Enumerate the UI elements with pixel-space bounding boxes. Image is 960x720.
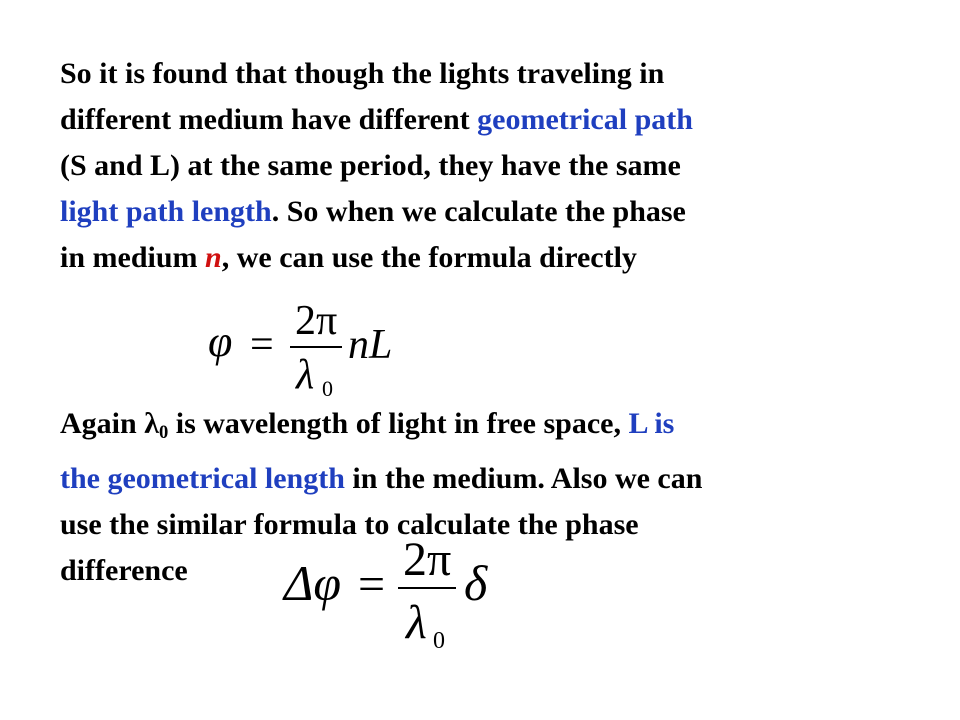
highlight-l-is: L is [628, 407, 675, 440]
text-run: in the medium. Also we can [344, 462, 703, 496]
lambda-subscript: 0 [158, 422, 169, 444]
paragraph-intro [60, 51, 940, 281]
highlight-geometrical-path: geometrical path [477, 103, 693, 136]
text-line: (S and L) at the same period, they have the same [60, 149, 681, 182]
formula-phase-difference [278, 530, 518, 660]
text-run: Again [60, 407, 145, 440]
text-run: . So when we calculate the phase [271, 195, 686, 228]
formula-numerator: 2π [295, 298, 338, 344]
text-line: use the similar formula to calculate the phase [60, 508, 639, 542]
formula-equals: = [358, 558, 386, 611]
formula-delta: δ [464, 555, 488, 611]
formula-delta-phi: Δφ [284, 555, 342, 611]
text-line [60, 235, 940, 281]
formula-lambda: λ [296, 352, 315, 398]
formula-lambda-subscript: 0 [322, 376, 333, 401]
text-line [60, 189, 940, 235]
formula-lambda: λ [406, 596, 427, 649]
text-line [60, 456, 940, 502]
formula-phase [200, 296, 420, 400]
lambda-symbol: λ [144, 407, 159, 440]
formula-equals: = [250, 322, 274, 368]
formula-nl: nL [348, 322, 393, 368]
formula-lambda-subscript: 0 [433, 628, 445, 654]
text-run: different medium have different [60, 103, 478, 136]
text-line: difference [60, 554, 188, 588]
highlight-geometrical-length: the geometrical length [60, 462, 345, 496]
text-line: So it is found that though the lights traveling in [60, 57, 665, 90]
text-run: is wavelength of light in free space, [168, 407, 629, 440]
text-run: , we can use the formula directly [221, 241, 637, 274]
highlight-n: n [205, 241, 222, 274]
formula-phi: φ [208, 317, 233, 366]
text-run: in medium [60, 241, 206, 274]
text-line [60, 97, 940, 143]
text-line [60, 401, 940, 456]
highlight-light-path-length: light path length [60, 195, 272, 228]
formula-numerator: 2π [403, 533, 452, 586]
